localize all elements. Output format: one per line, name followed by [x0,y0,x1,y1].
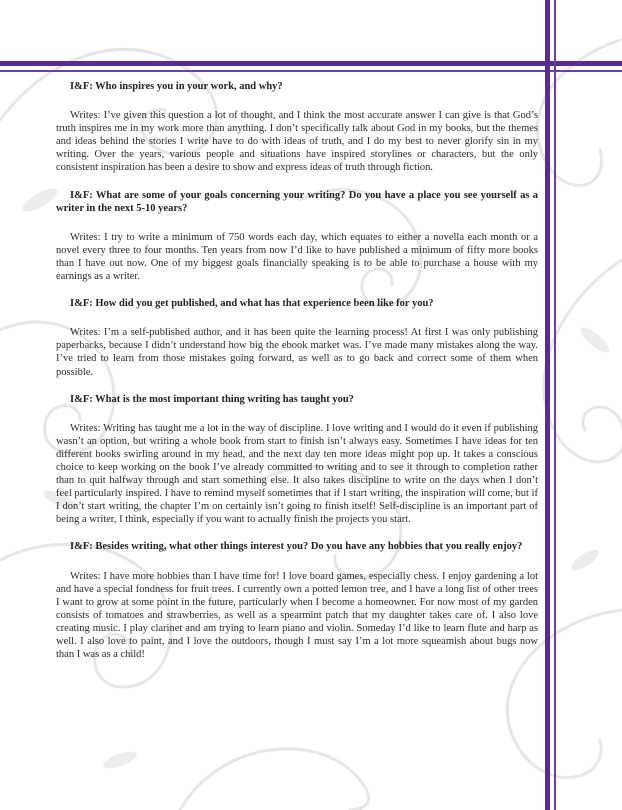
horizontal-accent-bar [0,61,622,66]
question-4: I&F: What is the most important thing writing has taught you? [70,393,354,405]
interview-content [56,80,538,675]
leaf-1 [19,184,61,216]
vertical-accent-bar [545,0,550,810]
question-2: I&F: What are some of your goals concerning your writing? Do you have a place you see yourself as a writer in the next 5-10 years? [56,189,538,214]
question-3: I&F: How did you get published, and what has that experience been like for you? [70,298,434,310]
answer-2: Writes: I try to write a minimum of 750 words each day, which equates to either a novella each month or a novel every three to four months. Ten years from now I’d like to have published a minimum of fifty more books than I have out now. One of my biggest goals financially speaking is to be able to purchase a house with my earnings as a writer. [56,231,538,283]
leaf-5 [101,748,139,772]
leaf-4 [568,546,601,574]
answer-1: Writes: I’ve given this question a lot of thought, and I think the most accurate answer I can give is that God’s truth inspires me in my work more than anything. I don’t specifically talk about God in my books, but the themes and ideas behind the stories I write have to do with ideas of truth, and I do my best to never glorify sin in my writing. Over the years, various people and situations have inspired storylines or characters, but the only consistent inspiration has been a desire to show and express ideas of truth through fiction. [56,110,538,174]
vertical-accent-bar-thin [554,0,556,810]
question-5: I&F: Besides writing, what other things interest you? Do you have any hobbies that you really enjoy? [70,541,523,553]
question-1: I&F: Who inspires you in your work, and why? [70,81,283,92]
answer-3: Writes: I’m a self-published author, and it has been quite the learning process! At first I was only publishing paperbacks, because I didn’t understand how big the ebook market was. I’ve made many mistakes along the way. I’ve tried to learn from those mistakes going forward, as well as to go back and correct some of them when possible. [56,327,538,378]
horizontal-accent-bar-thin [0,70,622,72]
answer-5: Writes: I have more hobbies than I have time for! I love board games, especially chess. I enjoy gardening a lot and have a special fondness for fruit trees. I currently own a potted lemon tree, and I have a long list of other trees I want to grow at some point in the future, particularly when I become a homeowner. For now most of my garden consists of tomatoes and strawberries, as well as a spearmint patch that my daughter takes care of. I also love creating music. I play clarinet and am trying to learn piano and violin. Someday I’d like to learn flute and harp as well. I also love to paint, and I love the outdoors, though I must say I’m a lot more squeamish about bugs now than I was as a child! [56,570,538,661]
leaf-2 [577,324,612,356]
answer-4: Writes: Writing has taught me a lot in the way of discipline. I love writing and I would do it even if publishing wasn’t an option, but writing a whole book from start to finish isn’t always easy. Sometimes I have ideas for ten different books swirling around in my head, and the next day ten more ideas might pop up. It takes a conscious choice to keep working on the book I’ve already committed to writing and to see it through to completion rather than to quit halfway through and start something else. It also takes discipline to write on the days when I don’t feel particularly inspired. I have to remind myself sometimes that if I start writing, the inspiration will come, but if I don’t start writing, the chapter I’m on certainly isn’t going to finish itself! Self-discipline is an important part of being a writer, I think, especially if you want to actually finish the projects you start. [56,422,538,526]
swirl-bottom [180,749,369,810]
